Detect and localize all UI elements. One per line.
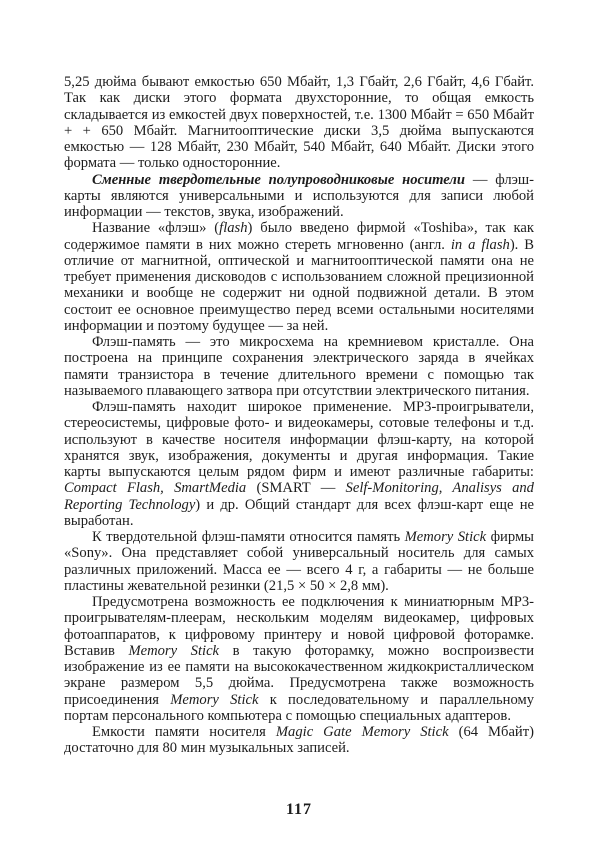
- text-segment: К твердотельной флэш-памяти относится память: [92, 529, 405, 545]
- text-segment: к последовательному и параллельному портам персонального компьютера с помощью специальных адаптеров.: [64, 691, 534, 724]
- text-segment: — флэш-карты являются универсальными и используются для записи любой информации — текстов, звука, изображений.: [64, 171, 534, 220]
- paragraph: [64, 220, 534, 334]
- text-segment-italic: Memory Stick: [128, 642, 220, 659]
- text-segment: ). В отличие от магнитной, оптической и магнитооптической памяти она не требует применения дисководов с использованием сложной прецизионной механики и вообще не содержит ни одной подвижной детали. В этом состоит ее основное преимущество перед всеми остальными носителями информации и поэтому будущее — за ней.: [64, 236, 535, 334]
- text-segment-italic: flash: [219, 220, 248, 237]
- paragraph: [64, 594, 534, 724]
- paragraph: [64, 74, 534, 172]
- text-block: [64, 74, 534, 757]
- paragraph: [64, 334, 534, 399]
- text-segment: фирмы «Sony». Она представляет собой универсальный носитель для самых различных приложений. Масса ее — всего 4 г, а габариты — не больше пластины жевательной резинки (21,5 × 50 × 2,8 мм).: [64, 529, 534, 594]
- text-segment: ) и др. Общий стандарт для всех флэш-карт еще не выработан.: [64, 496, 534, 529]
- text-segment-italic: Memory Stick: [170, 691, 259, 708]
- text-segment-italic: Memory Stick: [404, 529, 487, 545]
- text-segment-italic: Magic Gate Memory Stick: [275, 724, 449, 740]
- text-segment: Флэш-память находит широкое применение. MP3-проигрыватели, стереосистемы, цифровые фото- и видеокамеры, сотовые телефоны и т.д. используют в качестве носителя информации флэш-карту, на которой хранятся звук, изображения, документы и другая информация. Такие карты выпускаются целым рядом фирм и имеют различные габариты:: [64, 399, 534, 480]
- page-number: 117: [285, 801, 313, 818]
- paragraph: [64, 724, 534, 757]
- text-segment: Предусмотрена возможность ее подключения к миниатюрным MP3-проигрывателям-плеерам, нескольким моделям видеокамер, цифровых фотоаппаратов, к цифровому принтеру и новой цифровой фоторамке. Вставив: [64, 594, 534, 659]
- text-segment: Название «флэш» (: [92, 220, 220, 237]
- text-segment: Емкости памяти носителя: [92, 724, 276, 740]
- paragraph: [64, 529, 534, 594]
- text-segment: в такую фоторамку, можно воспроизвести изображение из ее памяти на высококачественном жидкокристаллическом экране размером 5,5 дюйма. Предусмотрена также возможность присоединения: [64, 642, 535, 708]
- text-segment: (SMART —: [246, 480, 346, 497]
- text-segment: (64 Мбайт) достаточно для 80 мин музыкальных записей.: [64, 724, 534, 757]
- text-segment-italic: in a flash: [450, 236, 510, 253]
- section-lead-text: Сменные твердотельные полупроводниковые носители: [92, 171, 466, 188]
- text-segment-italic: Self-Monitoring, Analisys and Reporting Technology: [64, 480, 534, 513]
- text-segment: 5,25 дюйма бывают емкостью 650 Мбайт, 1,3 Гбайт, 2,6 Гбайт, 4,6 Гбайт. Так как диски этого формата двухсторонние, то общая емкость складывается из емкостей двух поверхностей, т.е. 1300 Мбайт = 650 Мбайт + + 650 Мбайт. Магнитооптические диски 3,5 дюйма выпускаются емкостью — 128 Мбайт, 230 Мбайт, 540 Мбайт, 640 Мбайт. Диски этого формата — только односторонние.: [64, 74, 534, 172]
- text-segment: Флэш-память — это микросхема на кремниевом кристалле. Она построена на принципе сохранения электрического заряда в ячейках памяти транзистора в течение длительного времени с помощью так называемого плавающего затвора при отсутствии электрического питания.: [64, 334, 534, 399]
- paragraph: [64, 172, 534, 221]
- paragraph: [64, 399, 534, 529]
- text-segment-italic: Compact Flash, SmartMedia: [64, 480, 247, 497]
- text-segment: ) было введено фирмой «Toshiba», так как содержимое памяти в них можно стереть мгновенно (англ.: [64, 220, 534, 253]
